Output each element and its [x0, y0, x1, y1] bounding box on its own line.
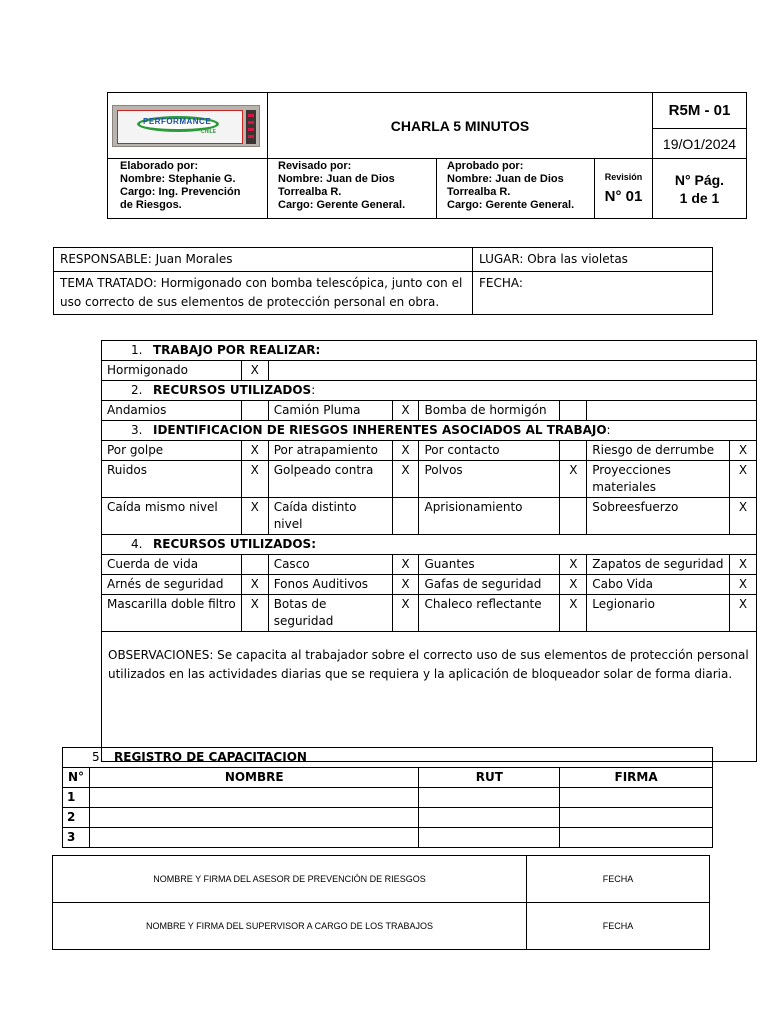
- riesgo-item: Caída distinto nivel: [268, 498, 392, 535]
- elaborado-por: Elaborado por: Nombre: Stephanie G. Cargo: Ing. Prevención de Riesgos.: [108, 159, 268, 219]
- fecha-field: FECHA:: [473, 272, 713, 315]
- epp-item: Gafas de seguridad: [419, 575, 560, 595]
- rut-cell[interactable]: [419, 788, 560, 808]
- table-row: [63, 808, 713, 828]
- firma-cell[interactable]: [560, 808, 713, 828]
- asesor-fecha-label: FECHA: [527, 856, 710, 903]
- row-number: 3: [63, 828, 90, 848]
- revision-cell: [595, 159, 653, 219]
- logo-cell: [108, 93, 268, 159]
- row-number: 2: [63, 808, 90, 828]
- rut-cell[interactable]: [419, 828, 560, 848]
- registro-table: [62, 747, 713, 848]
- recurso-item: Bomba de hormigón: [419, 401, 560, 421]
- responsable-field: RESPONSABLE: Juan Morales: [54, 248, 473, 272]
- check-mark: [241, 555, 268, 575]
- section-epp-header: 4. RECURSOS UTILIZADOS:: [102, 535, 757, 555]
- resources-table: [101, 340, 757, 762]
- section-trabajo-header: 1. TRABAJO POR REALIZAR:: [102, 341, 757, 361]
- logo-subtext: CHILE: [201, 128, 216, 135]
- check-mark: X: [730, 498, 757, 535]
- epp-item: Arnés de seguridad: [102, 575, 242, 595]
- check-mark: X: [730, 555, 757, 575]
- check-mark: X: [730, 595, 757, 632]
- table-row: [63, 828, 713, 848]
- riesgo-item: Aprisionamiento: [419, 498, 560, 535]
- table-row: [102, 555, 757, 575]
- column-header: FIRMA: [560, 768, 713, 788]
- check-mark: X: [730, 575, 757, 595]
- table-row: [102, 441, 757, 461]
- check-mark: X: [241, 595, 268, 632]
- company-logo: [112, 105, 260, 147]
- lugar-field: LUGAR: Obra las violetas: [473, 248, 713, 272]
- riesgo-item: Por atrapamiento: [268, 441, 392, 461]
- firma-cell[interactable]: [560, 828, 713, 848]
- check-mark: X: [560, 595, 587, 632]
- check-mark: X: [730, 441, 757, 461]
- page-number-cell: [653, 159, 747, 219]
- epp-item: Botas de seguridad: [268, 595, 392, 632]
- supervisor-signature-label: NOMBRE Y FIRMA DEL SUPERVISOR A CARGO DE LOS TRABAJOS: [53, 903, 527, 950]
- revision-label: Revisión: [604, 172, 643, 182]
- riesgo-item: Por contacto: [419, 441, 560, 461]
- table-row: [102, 461, 757, 498]
- epp-item: Legionario: [587, 595, 730, 632]
- table-row: [102, 595, 757, 632]
- check-mark: [560, 498, 587, 535]
- check-mark: X: [241, 361, 268, 381]
- table-row: [102, 401, 757, 421]
- table-row: [102, 361, 757, 381]
- riesgo-item: Riesgo de derrumbe: [587, 441, 730, 461]
- epp-item: Mascarilla doble filtro: [102, 595, 242, 632]
- riesgo-item: Proyecciones materiales: [587, 461, 730, 498]
- check-mark: X: [392, 401, 419, 421]
- logo-text: PERFORMANCE: [143, 116, 212, 126]
- observaciones-field: OBSERVACIONES: Se capacita al trabajador sobre el correcto uso de sus elementos de protección personal utilizados en las actividades diarias que se requiera y la aplicación de bloqueador solar de forma diaria.: [102, 632, 757, 762]
- check-mark: X: [560, 575, 587, 595]
- epp-item: Zapatos de seguridad: [587, 555, 730, 575]
- table-row: [102, 575, 757, 595]
- asesor-signature-label: NOMBRE Y FIRMA DEL ASESOR DE PREVENCIÓN DE RIESGOS: [53, 856, 527, 903]
- riesgo-item: Sobreesfuerzo: [587, 498, 730, 535]
- signature-table: [52, 855, 710, 950]
- check-mark: X: [241, 461, 268, 498]
- riesgo-item: Ruidos: [102, 461, 242, 498]
- check-mark: [392, 498, 419, 535]
- section-riesgos-header: 3. IDENTIFICACION DE RIESGOS INHERENTES ASOCIADOS AL TRABAJO:: [102, 421, 757, 441]
- riesgo-item: Por golpe: [102, 441, 242, 461]
- epp-item: Chaleco reflectante: [419, 595, 560, 632]
- supervisor-fecha-label: FECHA: [527, 903, 710, 950]
- nombre-cell[interactable]: [89, 788, 418, 808]
- table-row: [102, 498, 757, 535]
- rut-cell[interactable]: [419, 808, 560, 828]
- document-header: [107, 92, 747, 219]
- check-mark: X: [730, 461, 757, 498]
- page-value: 1 de 1: [679, 189, 720, 206]
- registro-header: 5. REGISTRO DE CAPACITACION: [63, 748, 713, 768]
- riesgo-item: Caída mismo nivel: [102, 498, 242, 535]
- table-row: [63, 788, 713, 808]
- document-title: CHARLA 5 MINUTOS: [268, 93, 653, 159]
- riesgo-item: Golpeado contra: [268, 461, 392, 498]
- riesgo-item: Polvos: [419, 461, 560, 498]
- section-recursos-header: 2. RECURSOS UTILIZADOS:: [102, 381, 757, 401]
- check-mark: [560, 401, 587, 421]
- trabajo-item: Hormigonado: [102, 361, 242, 381]
- check-mark: X: [560, 555, 587, 575]
- check-mark: X: [560, 461, 587, 498]
- epp-item: Cuerda de vida: [102, 555, 242, 575]
- firma-cell[interactable]: [560, 788, 713, 808]
- check-mark: X: [392, 575, 419, 595]
- check-mark: X: [241, 575, 268, 595]
- check-mark: X: [392, 461, 419, 498]
- check-mark: X: [241, 498, 268, 535]
- check-mark: X: [392, 595, 419, 632]
- info-table: [53, 247, 713, 315]
- epp-item: Cabo Vida: [587, 575, 730, 595]
- epp-item: Guantes: [419, 555, 560, 575]
- revisado-por: Revisado por: Nombre: Juan de Dios Torrealba R. Cargo: Gerente General.: [268, 159, 437, 219]
- check-mark: X: [241, 441, 268, 461]
- document-date: 19/O1/2024: [653, 129, 747, 159]
- column-header: RUT: [419, 768, 560, 788]
- row-number: 1: [63, 788, 90, 808]
- check-mark: [241, 401, 268, 421]
- document-code: R5M - 01: [653, 93, 747, 129]
- revision-value: N° 01: [604, 188, 643, 205]
- check-mark: [560, 441, 587, 461]
- tema-field: TEMA TRATADO: Hormigonado con bomba telescópica, junto con el uso correcto de sus elementos de protección personal en obra.: [54, 272, 473, 315]
- recurso-item: Camión Pluma: [268, 401, 392, 421]
- nombre-cell[interactable]: [89, 808, 418, 828]
- nombre-cell[interactable]: [89, 828, 418, 848]
- recurso-item: Andamios: [102, 401, 242, 421]
- page-label: N° Pág.: [674, 171, 725, 188]
- column-header: N°: [63, 768, 90, 788]
- aprobado-por: Aprobado por: Nombre: Juan de Dios Torrealba R. Cargo: Gerente General.: [437, 159, 595, 219]
- epp-item: Fonos Auditivos: [268, 575, 392, 595]
- check-mark: X: [392, 441, 419, 461]
- epp-item: Casco: [268, 555, 392, 575]
- column-header: NOMBRE: [89, 768, 418, 788]
- check-mark: X: [392, 555, 419, 575]
